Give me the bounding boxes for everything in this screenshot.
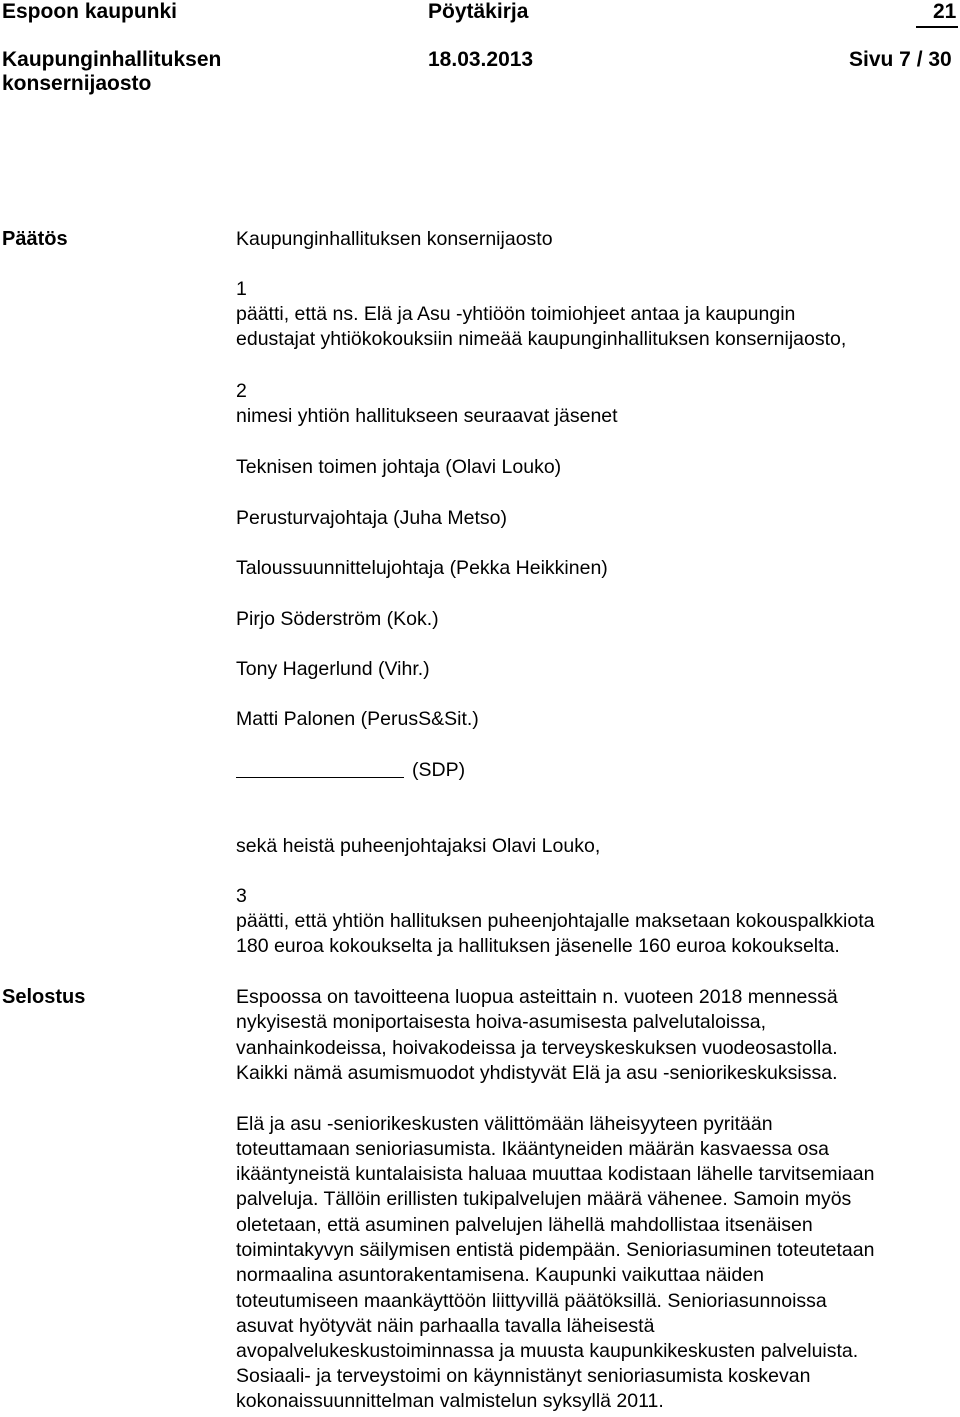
- report-line: ikääntyneistä kuntalaisista haluaa muuttaa kodistaan lähelle tarvitsemiaan: [236, 1163, 875, 1185]
- meeting-date: 18.03.2013: [428, 48, 534, 71]
- report-line: avopalvelukeskustoiminnassa ja muusta kaupunkikeskusten palveluista.: [236, 1340, 859, 1362]
- board-member: Pirjo Söderström (Kok.): [236, 608, 439, 630]
- page-number: Sivu 7 / 30: [849, 48, 952, 71]
- board-member: Taloussuunnittelujohtaja (Pekka Heikkinen): [236, 557, 608, 579]
- report-line: toteuttamaan senioriasumista. Ikääntyneiden määrän kasvaessa osa: [236, 1138, 829, 1160]
- report-line: vanhainkodeissa, hoivakodeissa ja terveyskeskuksen vuodeosastolla.: [236, 1037, 838, 1059]
- report-line: Espoossa on tavoitteena luopua asteittain n. vuoteen 2018 mennessä: [236, 986, 838, 1008]
- report-line: nykyisestä moniportaisesta hoiva-asumisesta palvelutaloissa,: [236, 1011, 767, 1033]
- item-3-number: 3: [236, 885, 247, 907]
- report-line: kokonaissuunnittelman valmistelun syksyllä 2011.: [236, 1390, 664, 1412]
- report-line: Elä ja asu -seniorikeskusten välittömään läheisyyteen pyritään: [236, 1113, 773, 1135]
- report-line: oletetaan, että asuminen palvelujen lähellä mahdollistaa itsenäisen: [236, 1214, 813, 1236]
- board-member: Perusturvajohtaja (Juha Metso): [236, 507, 507, 529]
- report-line: asuvat hyötyvät näin parhaalla tavalla läheisestä: [236, 1315, 655, 1337]
- item-3-line: 180 euroa kokoukselta ja hallituksen jäsenelle 160 euroa kokoukselta.: [236, 935, 840, 957]
- section-number: 21: [933, 0, 957, 23]
- decision-label: Päätös: [2, 228, 68, 250]
- report-line: toteutumiseen maankäyttöön liittyvillä päätöksillä. Senioriasunnoissa: [236, 1290, 827, 1312]
- report-line: palveluja. Tällöin erillisten tukipalvelujen määrä vähenee. Samoin myös: [236, 1188, 852, 1210]
- blank-name-line: [236, 777, 404, 778]
- item-2-text: nimesi yhtiön hallitukseen seuraavat jäsenet: [236, 405, 618, 427]
- board-member: Teknisen toimen johtaja (Olavi Louko): [236, 456, 562, 478]
- report-line: normaalina asuntorakentamisena. Kaupunki vaikuttaa näiden: [236, 1264, 764, 1286]
- organization-name: Espoon kaupunki: [2, 0, 178, 23]
- board-member: Tony Hagerlund (Vihr.): [236, 658, 430, 680]
- report-label: Selostus: [2, 986, 86, 1008]
- item-1-number: 1: [236, 278, 247, 300]
- decision-intro: Kaupunginhallituksen konsernijaosto: [236, 228, 553, 250]
- blank-party: (SDP): [412, 759, 466, 781]
- section-underline: [916, 26, 958, 28]
- item-1-line: edustajat yhtiökokouksiin nimeää kaupunginhallituksen konsernijaosto,: [236, 328, 847, 350]
- report-line: toimintakyvyn säilymisen entistä pidempään. Senioriasuminen toteutetaan: [236, 1239, 875, 1261]
- chair-text: sekä heistä puheenjohtajaksi Olavi Louko,: [236, 835, 601, 857]
- item-1-line: päätti, että ns. Elä ja Asu -yhtiöön toimiohjeet antaa ja kaupungin: [236, 303, 796, 325]
- item-3-line: päätti, että yhtiön hallituksen puheenjohtajalle maksetaan kokouspalkkiota: [236, 910, 875, 932]
- report-line: Kaikki nämä asumismuodot yhdistyvät Elä ja asu -seniorikeskuksissa.: [236, 1062, 838, 1084]
- board-member: Matti Palonen (PerusS&Sit.): [236, 708, 479, 730]
- item-2-number: 2: [236, 380, 247, 402]
- report-line: Sosiaali- ja terveystoimi on käynnistänyt senioriasumista koskevan: [236, 1365, 811, 1387]
- body-name-line2: konsernijaosto: [2, 72, 152, 95]
- document-type: Pöytäkirja: [428, 0, 529, 23]
- body-name-line1: Kaupunginhallituksen: [2, 48, 222, 71]
